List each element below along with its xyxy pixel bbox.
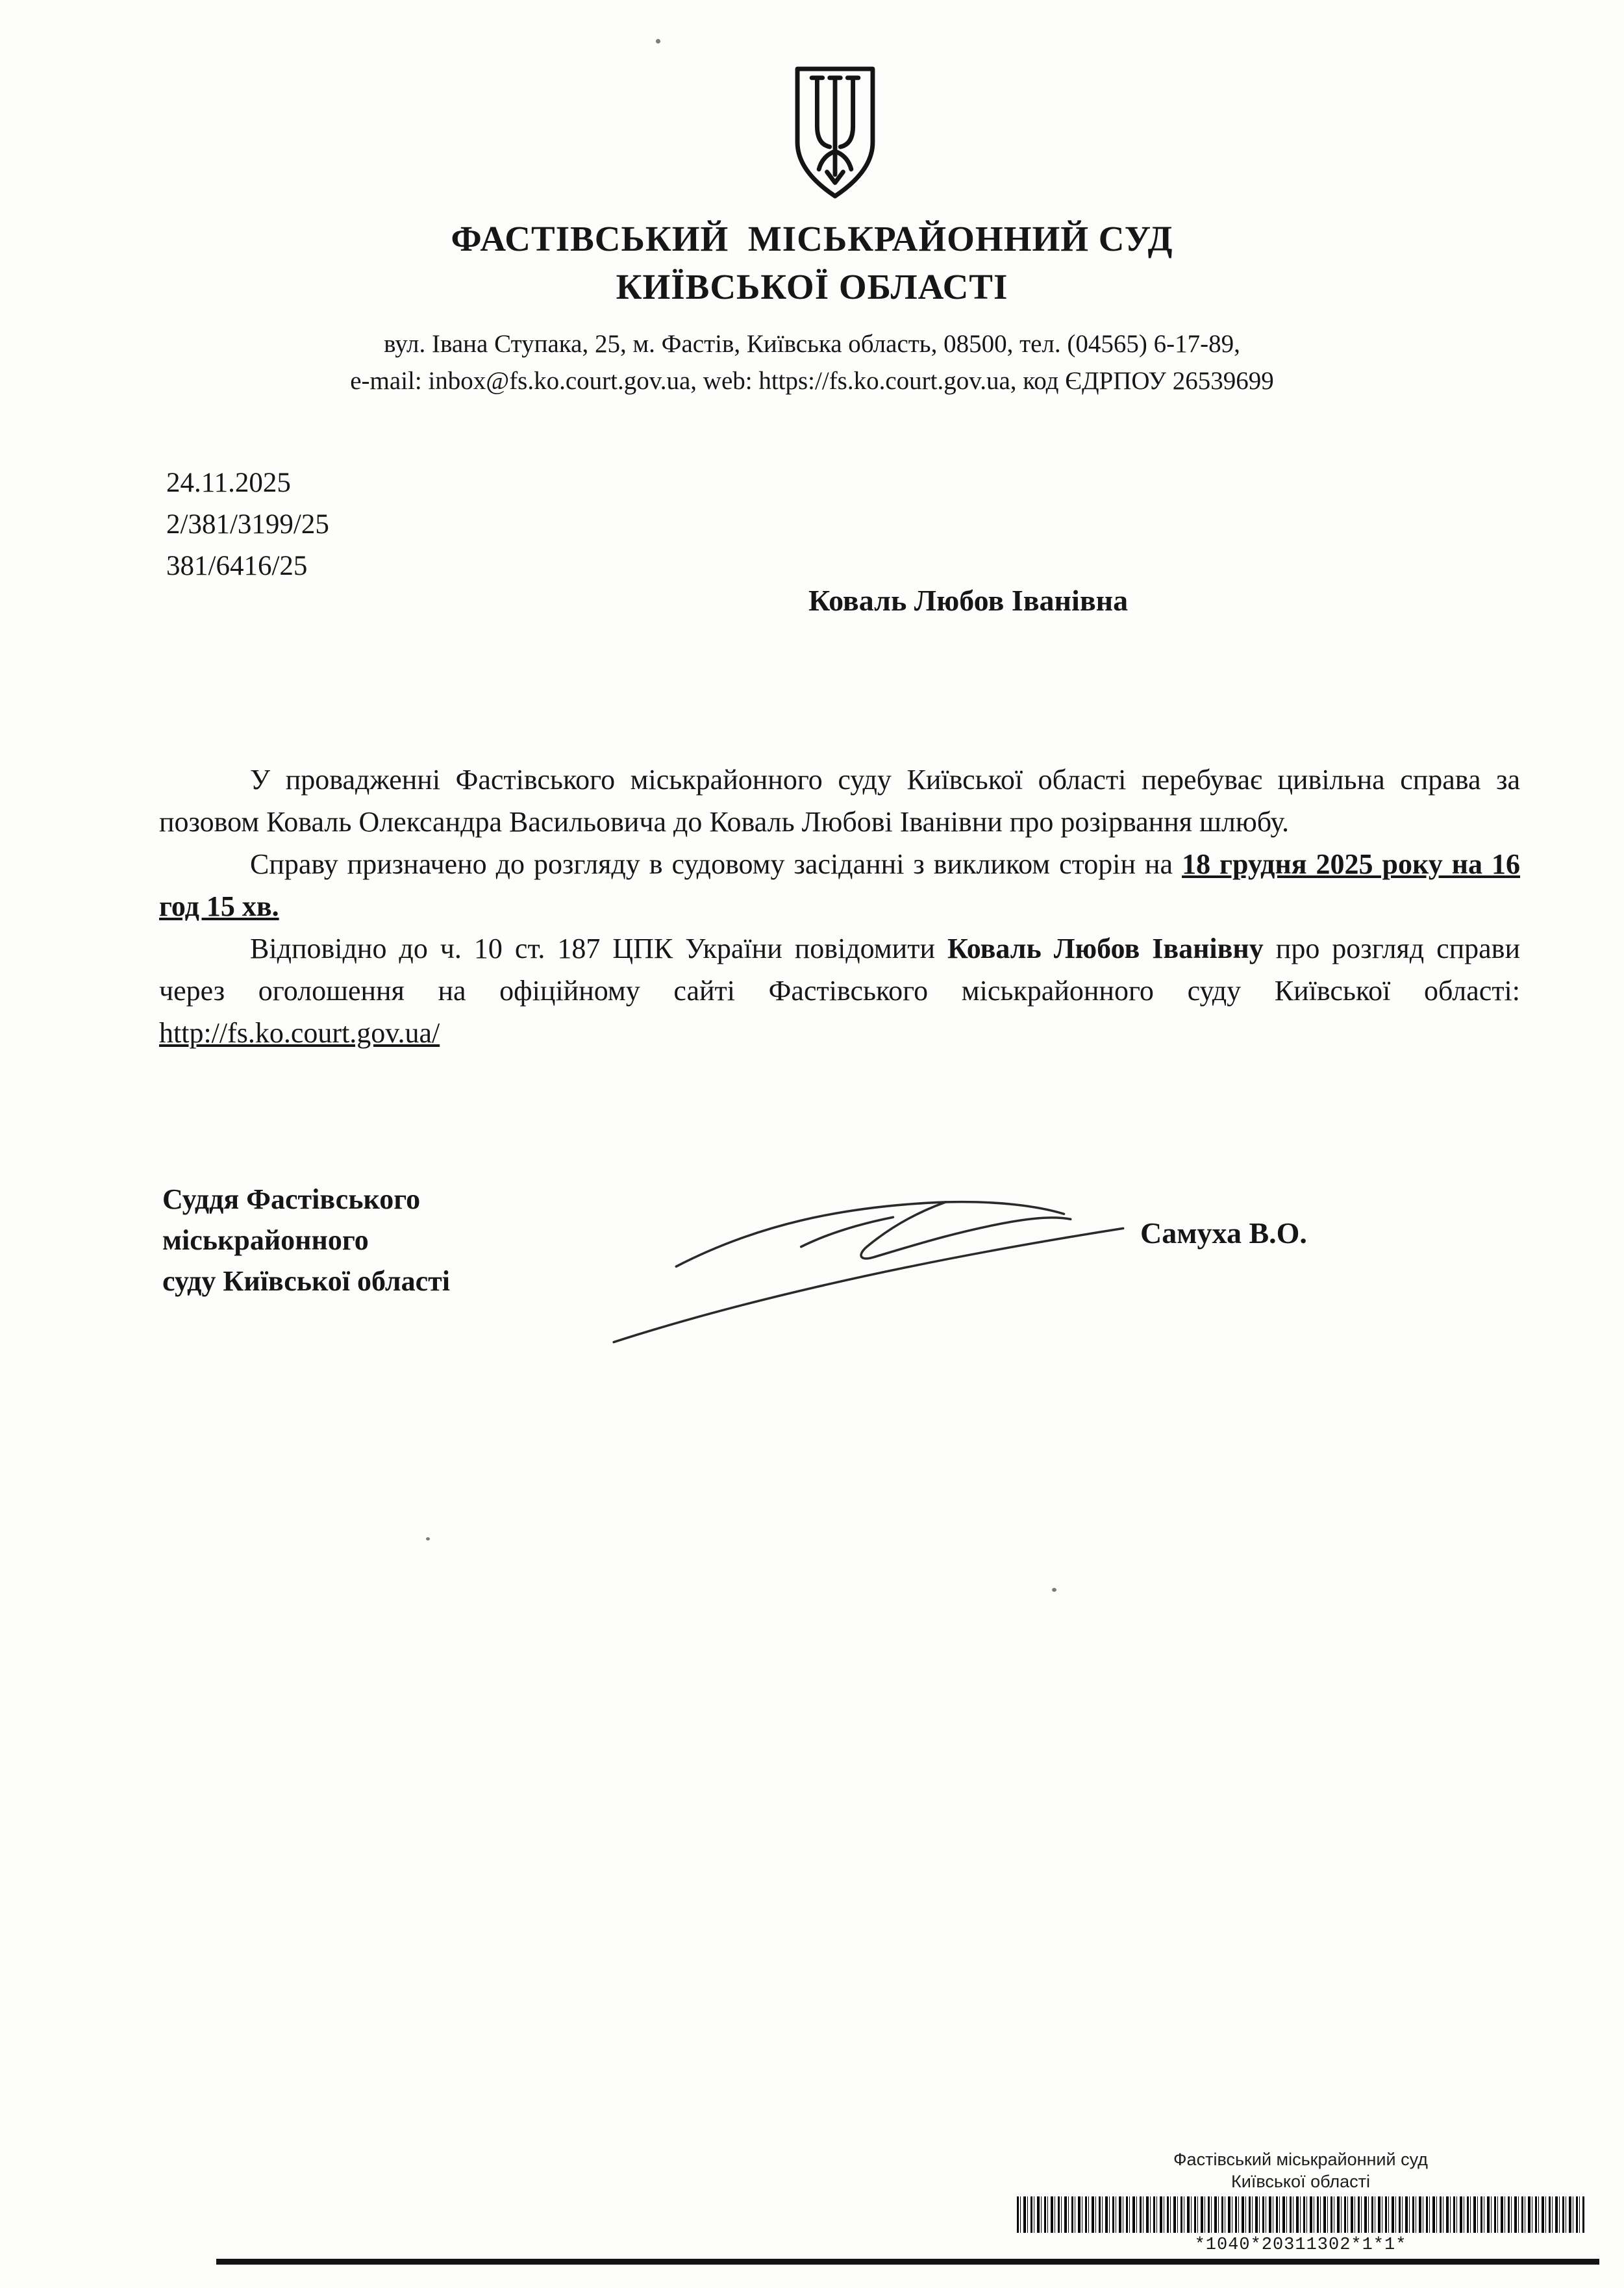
judge-title: [162, 1179, 450, 1301]
reference-block: [166, 462, 329, 587]
paragraph-3-text1: Відповідно до ч. 10 ст. 187 ЦПК України повідомити: [250, 933, 947, 964]
address-line2: e-mail: inbox@fs.ko.court.gov.ua, web: https://fs.ko.court.gov.ua, код ЄДРПОУ 26539699: [350, 367, 1274, 395]
letter-date: 24.11.2025: [166, 468, 291, 498]
case-number: 2/381/3199/25: [166, 509, 329, 540]
recipient-name: Коваль Любов Іванівна: [808, 584, 1129, 617]
barcode: [1017, 2196, 1584, 2233]
barcode-block: [1012, 2148, 1590, 2255]
barcode-number: *1040*20311302*1*1*: [1194, 2235, 1407, 2255]
address-line1: вул. Івана Ступака, 25, м. Фастів, Київська область, 08500, тел. (04565) 6-17-89,: [384, 330, 1240, 358]
court-name-line2: КИЇВСЬКОЇ ОБЛАСТІ: [616, 267, 1008, 307]
judge-title-line1: Суддя Фастівського: [162, 1183, 421, 1215]
paragraph-2: [159, 843, 1520, 927]
handwritten-signature: [604, 1163, 1143, 1357]
paragraph-2-text: Справу призначено до розгляду в судовому засіданні з викликом сторін на: [250, 848, 1182, 880]
barcode-label-line1: Фастівський міськрайонний суд: [1173, 2150, 1428, 2169]
paragraph-1-text: У провадженні Фастівського міськрайонного суду Київської області перебуває цивільна справа за позовом Коваль Олександра Васильовича до Коваль Любові Іванівни про розірвання шлюбу.: [159, 764, 1520, 838]
court-name-line1: ФАСТІВСЬКИЙ МІСЬКРАЙОННИЙ СУД: [451, 219, 1173, 258]
judge-title-line2: міськрайонного: [162, 1224, 369, 1256]
paragraph-1: [159, 759, 1520, 843]
paragraph-3-text2: про розгляд справи через оголошення на офіційному сайті Фастівського міськрайонного суду Київської області:: [159, 933, 1521, 1007]
hearing-date-emphasis: 18 грудня 2025 року на 16 год 15 хв.: [159, 848, 1520, 922]
registration-number: 381/6416/25: [166, 551, 308, 581]
judge-title-line3: суду Київської області: [162, 1265, 450, 1297]
court-address: [0, 325, 1624, 399]
court-website-link[interactable]: http://fs.ko.court.gov.ua/: [159, 1017, 440, 1049]
scan-speck: [426, 1537, 430, 1540]
letterhead: [0, 65, 1624, 399]
scan-speck: [1052, 1588, 1056, 1592]
scan-edge-line: [216, 2259, 1599, 2265]
letter-body: [159, 759, 1520, 1054]
scan-speck: [656, 39, 660, 44]
barcode-label-line2: Київської області: [1231, 2172, 1370, 2191]
paragraph-3: [159, 927, 1520, 1054]
ukraine-trident-emblem-icon: [790, 65, 880, 200]
judge-name: Самуха В.О.: [1140, 1216, 1307, 1250]
recipient-name-bold: Коваль Любов Іванівну: [947, 933, 1264, 964]
